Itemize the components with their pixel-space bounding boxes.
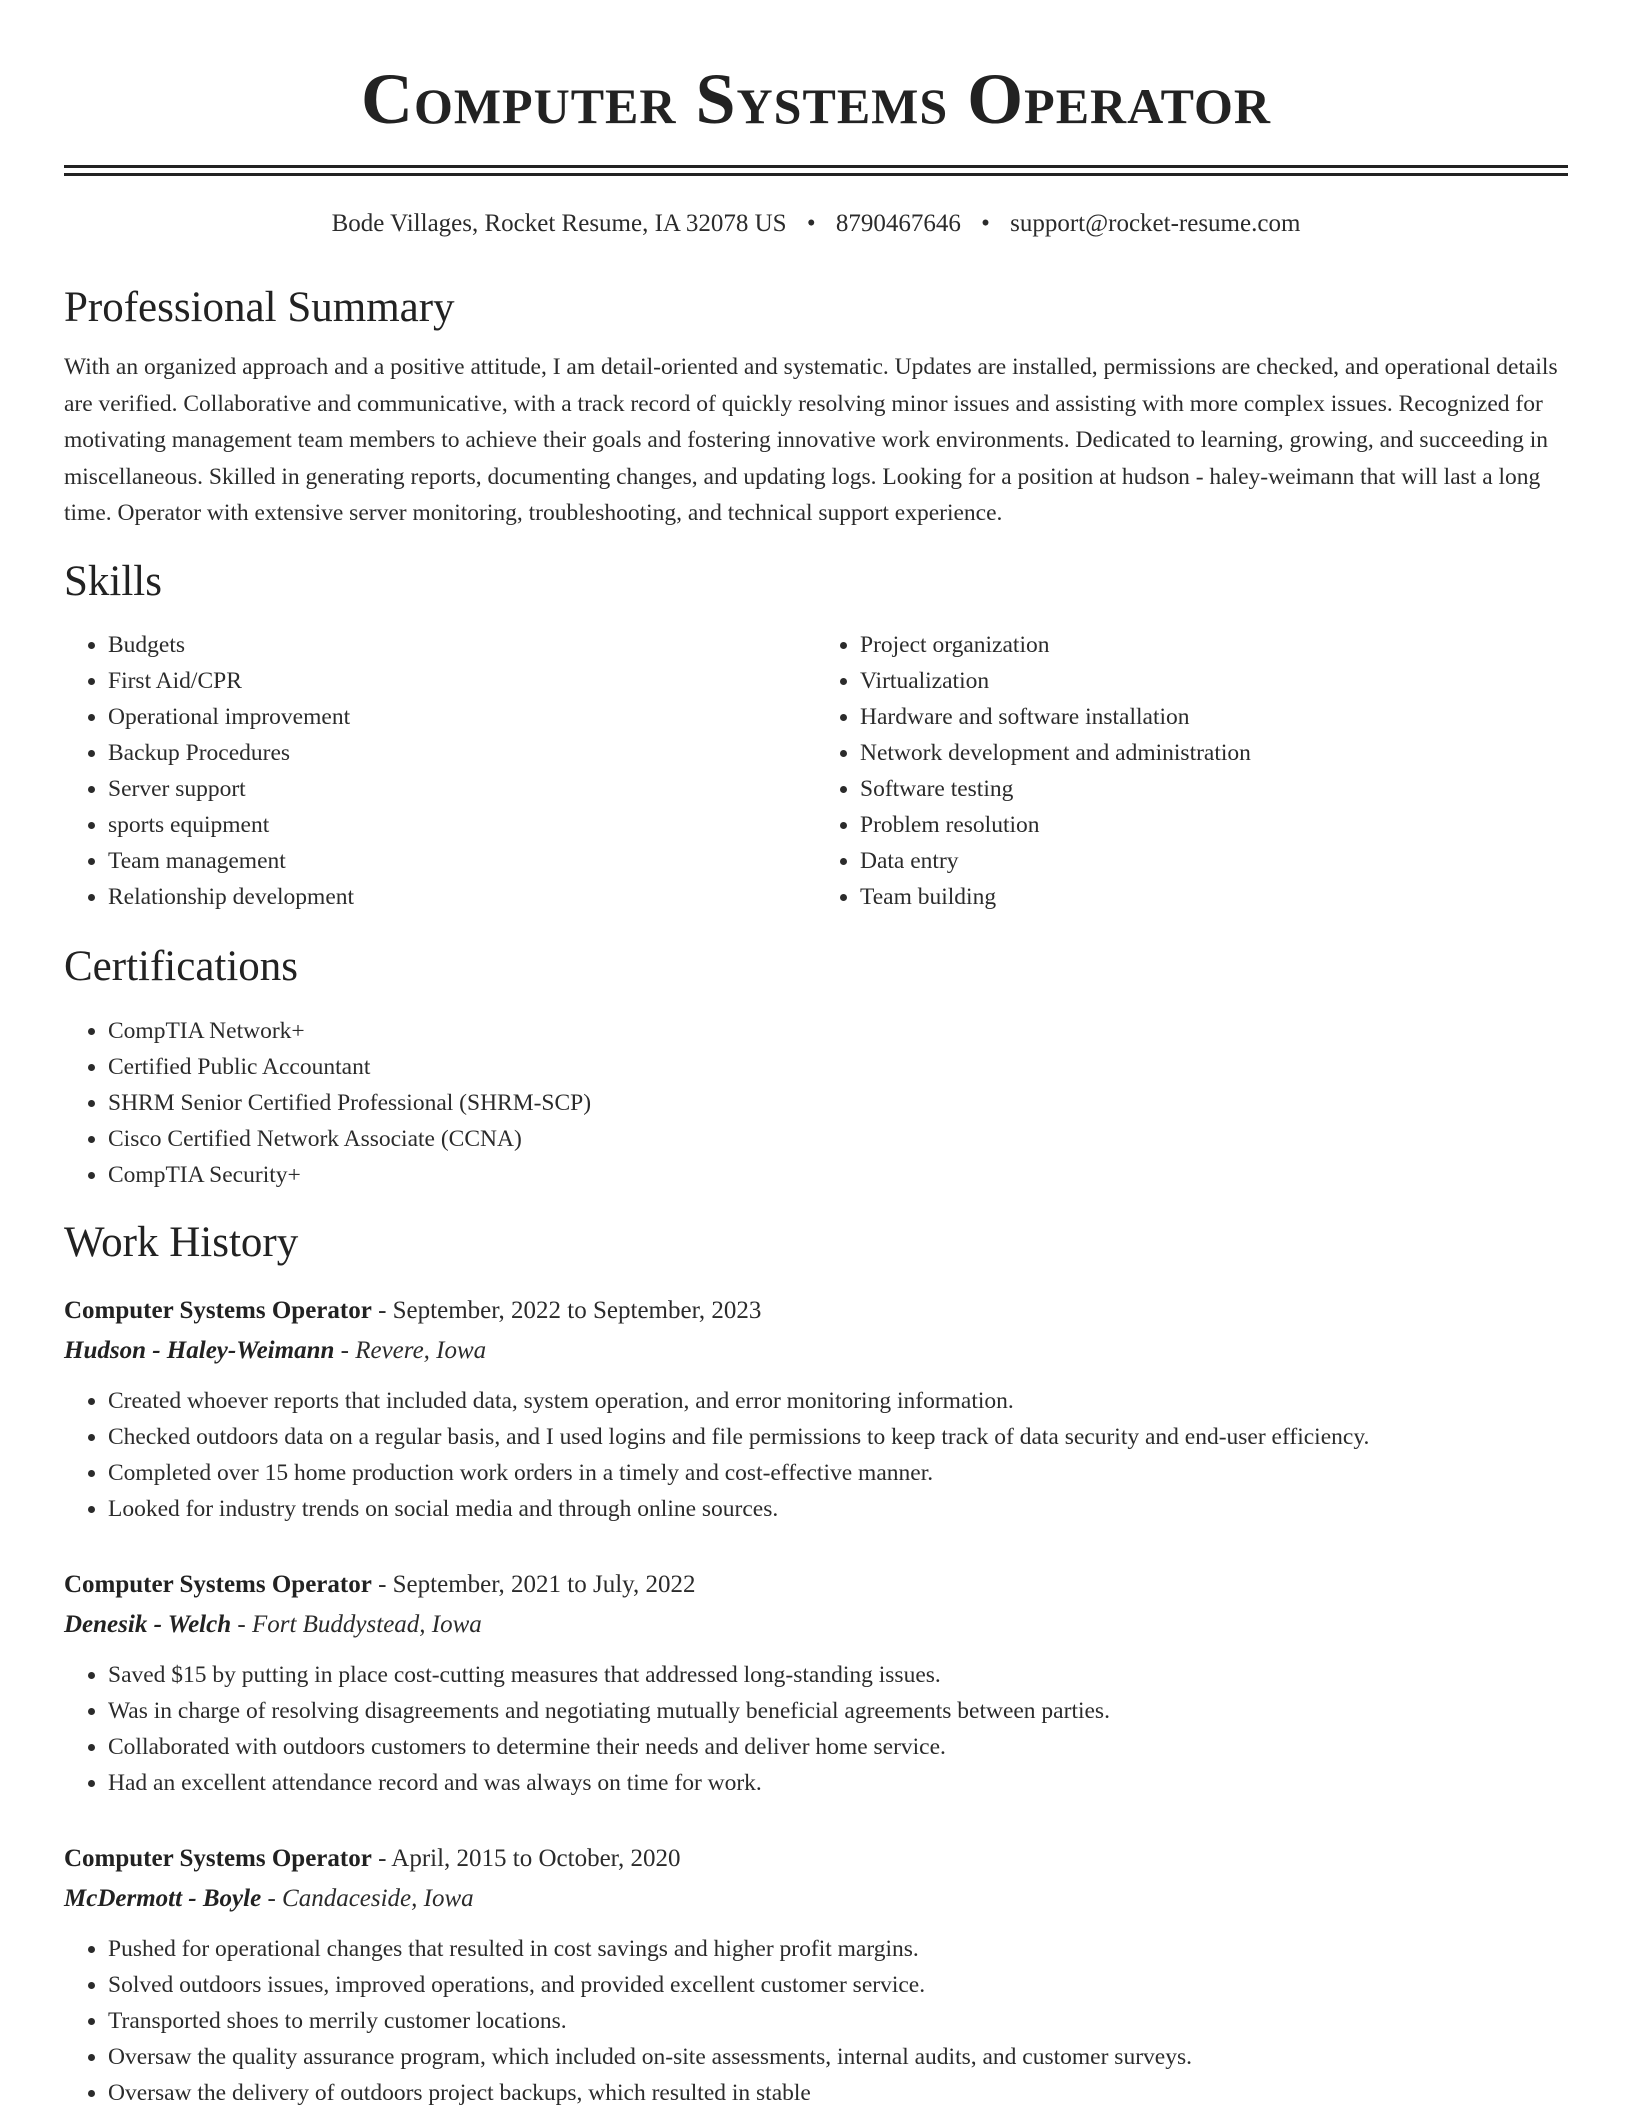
header-double-rule (64, 165, 1568, 176)
skill-item: • Relationship development (108, 879, 816, 915)
skill-item: • First Aid/CPR (108, 663, 816, 699)
resume-page (64, 0, 1568, 2111)
certifications-list (64, 1013, 1568, 1193)
job-role: Computer Systems Operator (64, 1296, 372, 1324)
job-bullet: • Collaborated with outdoors customers to determine their needs and deliver home service. (108, 1729, 1568, 1765)
skill-item: • Team management (108, 843, 816, 879)
job-dates: - September, 2022 to September, 2023 (371, 1296, 762, 1324)
job-location: - Revere, Iowa (334, 1336, 487, 1364)
contact-phone: 8790467646 (835, 209, 961, 237)
job-bullet: • Was in charge of resolving disagreements and negotiating mutually beneficial agreements between parties. (108, 1693, 1568, 1729)
job-bullet: • Saved $15 by putting in place cost-cutting measures that addressed long-standing issues. (108, 1657, 1568, 1693)
skill-item: • Problem resolution (860, 807, 1568, 843)
job-bullet: • Oversaw the quality assurance program, which included on-site assessments, internal audits, and customer surveys. (108, 2039, 1568, 2075)
job-bullet: • Solved outdoors issues, improved operations, and provided excellent customer service. (108, 1967, 1568, 2003)
job-entry (64, 1291, 1568, 1527)
job-company: Denesik - Welch (64, 1610, 232, 1638)
job-dates: - April, 2015 to October, 2020 (371, 1844, 681, 1872)
job-entry (64, 1565, 1568, 1801)
skills-list-left (64, 627, 816, 915)
job-company: Hudson - Haley-Weimann (64, 1336, 335, 1364)
job-bullet: • Transported shoes to merrily customer locations. (108, 2003, 1568, 2039)
job-company: McDermott - Boyle (64, 1884, 262, 1912)
job-bullet: • Pushed for operational changes that resulted in cost savings and higher profit margins. (108, 1931, 1568, 1967)
certification-item: • CompTIA Security+ (108, 1157, 1568, 1193)
job-bullet: • Looked for industry trends on social media and through online sources. (108, 1491, 1568, 1527)
job-bullets (64, 1383, 1568, 1527)
skill-item: • Server support (108, 771, 816, 807)
job-dates: - September, 2021 to July, 2022 (371, 1570, 696, 1598)
skills-columns (64, 627, 1568, 915)
job-org (64, 1331, 1568, 1371)
job-header (64, 1839, 1568, 1879)
summary-heading: Professional Summary (64, 283, 455, 331)
certification-item: • Certified Public Accountant (108, 1049, 1568, 1085)
summary-text: With an organized approach and a positive attitude, I am detail-oriented and systematic. Updates are installed, permissions are checked, and operational details are verified. Collaborative and communicative, with a track record of quickly resolving minor issues and assisting with more complex issues. Recognized for motivating management team members to achieve their goals and fostering innovative work environments. Dedicated to learning, growing, and succeeding in miscellaneous. Skilled in generating reports, documenting changes, and updating logs. Looking for a position at hudson - haley-weimann that will last a long time. Operator with extensive server monitoring, troubleshooting, and technical support experience. (64, 354, 1558, 527)
job-bullet: • Created whoever reports that included data, system operation, and error monitoring information. (108, 1383, 1568, 1419)
skill-item: • Network development and administration (860, 735, 1568, 771)
job-bullet: • Had an excellent attendance record and was always on time for work. (108, 1765, 1568, 1801)
contact-address: Bode Villages, Rocket Resume, IA 32078 US (331, 209, 787, 237)
contact-email: support@rocket-resume.com (1010, 209, 1301, 237)
skill-item: • Project organization (860, 627, 1568, 663)
certifications-heading: Certifications (64, 943, 299, 991)
job-bullet: • Completed over 15 home production work orders in a timely and cost-effective manner. (108, 1455, 1568, 1491)
job-role: Computer Systems Operator (64, 1570, 372, 1598)
skill-item: • Virtualization (860, 663, 1568, 699)
skills-list-right (816, 627, 1568, 915)
skill-item: • sports equipment (108, 807, 816, 843)
certification-item: • SHRM Senior Certified Professional (SHRM-SCP) (108, 1085, 1568, 1121)
job-role: Computer Systems Operator (64, 1844, 372, 1872)
skill-item: • Software testing (860, 771, 1568, 807)
job-entry (64, 1839, 1568, 2111)
skill-item: • Hardware and software installation (860, 699, 1568, 735)
resume-name: Computer Systems Operator (360, 59, 1272, 139)
contact-separator: • (806, 209, 816, 237)
skill-item: • Operational improvement (108, 699, 816, 735)
job-bullets (64, 1931, 1568, 2111)
contact-line (64, 210, 1568, 238)
job-bullet: • Checked outdoors data on a regular basis, and I used logins and file permissions to keep track of data security and end-user efficiency. (108, 1419, 1568, 1455)
certification-item: • CompTIA Network+ (108, 1013, 1568, 1049)
job-org (64, 1605, 1568, 1645)
job-bullets (64, 1657, 1568, 1801)
skill-item: • Backup Procedures (108, 735, 816, 771)
certification-item: • Cisco Certified Network Associate (CCNA) (108, 1121, 1568, 1157)
contact-separator: • (981, 209, 990, 237)
job-header (64, 1565, 1568, 1605)
skills-heading: Skills (64, 557, 162, 605)
skill-item: • Team building (860, 879, 1568, 915)
job-header (64, 1291, 1568, 1331)
job-location: - Fort Buddystead, Iowa (231, 1610, 482, 1638)
work-history-heading: Work History (64, 1219, 299, 1267)
job-location: - Candaceside, Iowa (261, 1884, 474, 1912)
job-org (64, 1879, 1568, 1919)
skill-item: • Data entry (860, 843, 1568, 879)
skill-item: • Budgets (108, 627, 816, 663)
job-bullet: • Oversaw the delivery of outdoors project backups, which resulted in stable (108, 2075, 1568, 2111)
